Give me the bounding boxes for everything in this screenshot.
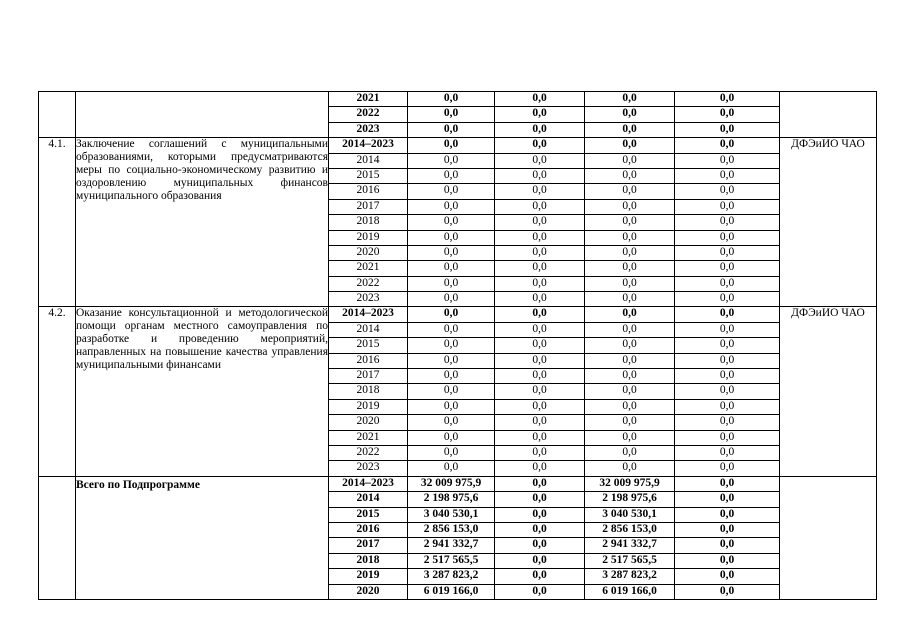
other-sources-cell: 0,0 — [675, 445, 780, 460]
other-sources-cell: 0,0 — [675, 553, 780, 568]
federal-budget-cell: 0,0 — [495, 445, 585, 460]
year-cell: 2014 — [329, 322, 408, 337]
total-funding-cell: 0,0 — [408, 384, 495, 399]
regional-budget-cell: 3 040 530,1 — [585, 507, 675, 522]
regional-budget-cell: 0,0 — [585, 215, 675, 230]
regional-budget-cell: 0,0 — [585, 107, 675, 122]
federal-budget-cell: 0,0 — [495, 153, 585, 168]
year-cell: 2017 — [329, 199, 408, 214]
regional-budget-cell: 0,0 — [585, 230, 675, 245]
total-funding-cell: 0,0 — [408, 245, 495, 260]
total-funding-cell: 0,0 — [408, 369, 495, 384]
total-funding-cell: 0,0 — [408, 292, 495, 307]
table-row — [39, 138, 877, 153]
year-cell: 2018 — [329, 553, 408, 568]
regional-budget-cell: 2 198 975,6 — [585, 492, 675, 507]
federal-budget-cell: 0,0 — [495, 230, 585, 245]
total-funding-cell: 2 856 153,0 — [408, 522, 495, 537]
regional-budget-cell: 0,0 — [585, 92, 675, 107]
other-sources-cell: 0,0 — [675, 430, 780, 445]
regional-budget-cell: 0,0 — [585, 122, 675, 137]
federal-budget-cell: 0,0 — [495, 369, 585, 384]
other-sources-cell: 0,0 — [675, 522, 780, 537]
regional-budget-cell: 0,0 — [585, 261, 675, 276]
year-cell: 2020 — [329, 415, 408, 430]
total-funding-cell: 0,0 — [408, 230, 495, 245]
regional-budget-cell: 0,0 — [585, 461, 675, 476]
federal-budget-cell: 0,0 — [495, 215, 585, 230]
year-cell: 2017 — [329, 369, 408, 384]
regional-budget-cell: 2 517 565,5 — [585, 553, 675, 568]
responsible-executor-cell — [780, 92, 877, 138]
regional-budget-cell: 6 019 166,0 — [585, 584, 675, 599]
year-cell: 2018 — [329, 384, 408, 399]
other-sources-cell: 0,0 — [675, 276, 780, 291]
federal-budget-cell: 0,0 — [495, 168, 585, 183]
regional-budget-cell: 0,0 — [585, 338, 675, 353]
year-cell: 2021 — [329, 430, 408, 445]
federal-budget-cell: 0,0 — [495, 353, 585, 368]
year-cell: 2014–2023 — [329, 138, 408, 153]
year-cell: 2022 — [329, 445, 408, 460]
total-funding-cell: 3 040 530,1 — [408, 507, 495, 522]
year-cell: 2023 — [329, 292, 408, 307]
other-sources-cell: 0,0 — [675, 168, 780, 183]
federal-budget-cell: 0,0 — [495, 584, 585, 599]
other-sources-cell: 0,0 — [675, 476, 780, 491]
regional-budget-cell: 0,0 — [585, 138, 675, 153]
regional-budget-cell: 32 009 975,9 — [585, 476, 675, 491]
year-cell: 2014 — [329, 153, 408, 168]
total-funding-cell: 3 287 823,2 — [408, 569, 495, 584]
regional-budget-cell: 0,0 — [585, 415, 675, 430]
regional-budget-cell: 0,0 — [585, 276, 675, 291]
federal-budget-cell: 0,0 — [495, 245, 585, 260]
other-sources-cell: 0,0 — [675, 369, 780, 384]
other-sources-cell: 0,0 — [675, 569, 780, 584]
regional-budget-cell: 0,0 — [585, 445, 675, 460]
federal-budget-cell: 0,0 — [495, 553, 585, 568]
other-sources-cell: 0,0 — [675, 338, 780, 353]
federal-budget-cell: 0,0 — [495, 322, 585, 337]
item-number-cell — [39, 92, 76, 138]
year-cell: 2015 — [329, 507, 408, 522]
total-funding-cell: 0,0 — [408, 415, 495, 430]
federal-budget-cell: 0,0 — [495, 522, 585, 537]
other-sources-cell: 0,0 — [675, 138, 780, 153]
year-cell: 2017 — [329, 538, 408, 553]
year-cell: 2020 — [329, 584, 408, 599]
regional-budget-cell: 0,0 — [585, 369, 675, 384]
other-sources-cell: 0,0 — [675, 261, 780, 276]
other-sources-cell: 0,0 — [675, 122, 780, 137]
item-number-cell: 4.2. — [39, 307, 76, 476]
total-funding-cell: 0,0 — [408, 276, 495, 291]
year-cell: 2021 — [329, 92, 408, 107]
item-number-cell: 4.1. — [39, 138, 76, 307]
federal-budget-cell: 0,0 — [495, 138, 585, 153]
year-cell: 2016 — [329, 184, 408, 199]
total-funding-cell: 0,0 — [408, 430, 495, 445]
budget-table — [38, 91, 877, 600]
total-funding-cell: 0,0 — [408, 261, 495, 276]
other-sources-cell: 0,0 — [675, 307, 780, 322]
regional-budget-cell: 0,0 — [585, 168, 675, 183]
other-sources-cell: 0,0 — [675, 184, 780, 199]
total-funding-cell: 0,0 — [408, 168, 495, 183]
year-cell: 2016 — [329, 522, 408, 537]
responsible-executor-cell — [780, 476, 877, 599]
other-sources-cell: 0,0 — [675, 230, 780, 245]
total-funding-cell: 2 941 332,7 — [408, 538, 495, 553]
total-funding-cell: 0,0 — [408, 322, 495, 337]
other-sources-cell: 0,0 — [675, 107, 780, 122]
other-sources-cell: 0,0 — [675, 322, 780, 337]
year-cell: 2014–2023 — [329, 307, 408, 322]
federal-budget-cell: 0,0 — [495, 122, 585, 137]
other-sources-cell: 0,0 — [675, 199, 780, 214]
table-row — [39, 307, 877, 322]
federal-budget-cell: 0,0 — [495, 92, 585, 107]
federal-budget-cell: 0,0 — [495, 307, 585, 322]
federal-budget-cell: 0,0 — [495, 384, 585, 399]
total-funding-cell: 0,0 — [408, 92, 495, 107]
regional-budget-cell: 0,0 — [585, 322, 675, 337]
federal-budget-cell: 0,0 — [495, 461, 585, 476]
federal-budget-cell: 0,0 — [495, 261, 585, 276]
federal-budget-cell: 0,0 — [495, 338, 585, 353]
total-funding-cell: 0,0 — [408, 338, 495, 353]
regional-budget-cell: 0,0 — [585, 353, 675, 368]
total-funding-cell: 0,0 — [408, 461, 495, 476]
other-sources-cell: 0,0 — [675, 415, 780, 430]
total-funding-cell: 0,0 — [408, 153, 495, 168]
federal-budget-cell: 0,0 — [495, 476, 585, 491]
federal-budget-cell: 0,0 — [495, 107, 585, 122]
regional-budget-cell: 0,0 — [585, 245, 675, 260]
total-funding-cell: 0,0 — [408, 445, 495, 460]
regional-budget-cell: 0,0 — [585, 184, 675, 199]
regional-budget-cell: 0,0 — [585, 384, 675, 399]
federal-budget-cell: 0,0 — [495, 184, 585, 199]
federal-budget-cell: 0,0 — [495, 292, 585, 307]
regional-budget-cell: 0,0 — [585, 153, 675, 168]
year-cell: 2015 — [329, 338, 408, 353]
regional-budget-cell: 0,0 — [585, 199, 675, 214]
item-description-cell: Оказание консультационной и методологической помощи органам местного самоуправления по разработке и проведению мероприятий, направленных на повышение качества управления муниципальными финансами — [76, 307, 329, 476]
year-cell: 2021 — [329, 261, 408, 276]
total-funding-cell: 0,0 — [408, 107, 495, 122]
year-cell: 2022 — [329, 107, 408, 122]
federal-budget-cell: 0,0 — [495, 399, 585, 414]
federal-budget-cell: 0,0 — [495, 415, 585, 430]
other-sources-cell: 0,0 — [675, 353, 780, 368]
table-row — [39, 476, 877, 491]
total-funding-cell: 32 009 975,9 — [408, 476, 495, 491]
year-cell: 2015 — [329, 168, 408, 183]
total-funding-cell: 2 198 975,6 — [408, 492, 495, 507]
year-cell: 2022 — [329, 276, 408, 291]
federal-budget-cell: 0,0 — [495, 507, 585, 522]
regional-budget-cell: 0,0 — [585, 399, 675, 414]
federal-budget-cell: 0,0 — [495, 276, 585, 291]
year-cell: 2020 — [329, 245, 408, 260]
other-sources-cell: 0,0 — [675, 92, 780, 107]
regional-budget-cell: 2 856 153,0 — [585, 522, 675, 537]
federal-budget-cell: 0,0 — [495, 569, 585, 584]
year-cell: 2016 — [329, 353, 408, 368]
year-cell: 2019 — [329, 230, 408, 245]
year-cell: 2019 — [329, 399, 408, 414]
year-cell: 2019 — [329, 569, 408, 584]
responsible-executor-cell: ДФЭиИО ЧАО — [780, 138, 877, 307]
regional-budget-cell: 2 941 332,7 — [585, 538, 675, 553]
total-funding-cell: 0,0 — [408, 353, 495, 368]
item-description-cell: Заключение соглашений с муниципальными образованиями, которыми предусматриваются меры по социально-экономическому развитию и оздоровлению муниципальных финансов муниципального образования — [76, 138, 329, 307]
other-sources-cell: 0,0 — [675, 507, 780, 522]
year-cell: 2014 — [329, 492, 408, 507]
federal-budget-cell: 0,0 — [495, 430, 585, 445]
other-sources-cell: 0,0 — [675, 461, 780, 476]
federal-budget-cell: 0,0 — [495, 492, 585, 507]
year-cell: 2014–2023 — [329, 476, 408, 491]
table-row — [39, 92, 877, 107]
federal-budget-cell: 0,0 — [495, 199, 585, 214]
other-sources-cell: 0,0 — [675, 584, 780, 599]
year-cell: 2023 — [329, 461, 408, 476]
total-funding-cell: 0,0 — [408, 215, 495, 230]
other-sources-cell: 0,0 — [675, 492, 780, 507]
item-description-cell — [76, 92, 329, 138]
total-funding-cell: 0,0 — [408, 199, 495, 214]
regional-budget-cell: 3 287 823,2 — [585, 569, 675, 584]
total-funding-cell: 0,0 — [408, 307, 495, 322]
year-cell: 2018 — [329, 215, 408, 230]
item-number-cell — [39, 476, 76, 599]
regional-budget-cell: 0,0 — [585, 292, 675, 307]
total-funding-cell: 0,0 — [408, 399, 495, 414]
total-funding-cell: 2 517 565,5 — [408, 553, 495, 568]
responsible-executor-cell: ДФЭиИО ЧАО — [780, 307, 877, 476]
total-funding-cell: 6 019 166,0 — [408, 584, 495, 599]
federal-budget-cell: 0,0 — [495, 538, 585, 553]
other-sources-cell: 0,0 — [675, 384, 780, 399]
total-label: Всего по Подпрограмме — [76, 478, 200, 491]
regional-budget-cell: 0,0 — [585, 307, 675, 322]
other-sources-cell: 0,0 — [675, 538, 780, 553]
other-sources-cell: 0,0 — [675, 153, 780, 168]
year-cell: 2023 — [329, 122, 408, 137]
other-sources-cell: 0,0 — [675, 245, 780, 260]
total-funding-cell: 0,0 — [408, 138, 495, 153]
regional-budget-cell: 0,0 — [585, 430, 675, 445]
other-sources-cell: 0,0 — [675, 215, 780, 230]
other-sources-cell: 0,0 — [675, 399, 780, 414]
item-description-cell — [76, 476, 329, 599]
other-sources-cell: 0,0 — [675, 292, 780, 307]
table-body — [39, 92, 877, 600]
total-funding-cell: 0,0 — [408, 122, 495, 137]
total-funding-cell: 0,0 — [408, 184, 495, 199]
